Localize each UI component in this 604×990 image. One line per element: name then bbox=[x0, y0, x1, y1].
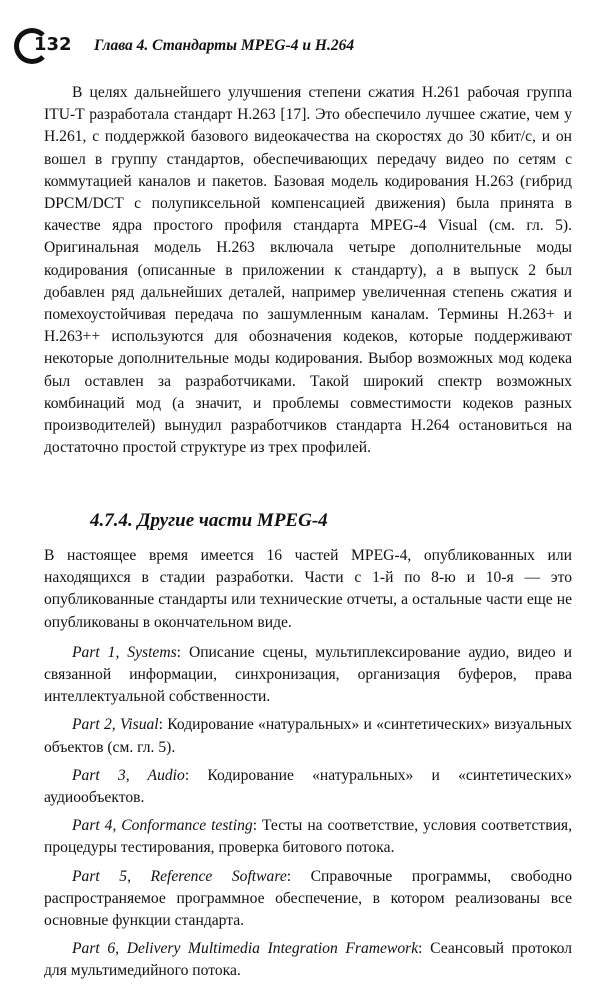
part-entry bbox=[44, 765, 572, 809]
running-header bbox=[14, 28, 574, 68]
part-entry bbox=[44, 866, 572, 933]
part-name: Part 6, Delivery Multimedia Integration Framework bbox=[72, 940, 419, 958]
running-title: Глава 4. Стандарты MPEG-4 и H.264 bbox=[94, 37, 355, 54]
part-name: Part 3, Audio bbox=[72, 766, 185, 784]
part-name: Part 2, Visual bbox=[72, 716, 159, 734]
part-description: : Сеансовый протокол для мультимедийного потока. bbox=[44, 940, 572, 980]
section-intro-paragraph: В настоящее время имеется 16 частей MPEG-4, опубликованных или находящихся в стадии разработки. Части с 1-й по 8-ю и 10-я — это опубликованные стандарты или технические отчеты, а остальные части еще не опубликованы в окончательном виде. bbox=[44, 547, 572, 631]
part-entry bbox=[44, 642, 572, 709]
part-name: Part 4, Conformance testing bbox=[72, 817, 253, 835]
page-number: 132 bbox=[34, 34, 72, 55]
part-description: : Тесты на соответствие, условия соответствия, процедуры тестирования, проверка битового потока. bbox=[44, 817, 572, 857]
section-heading: 4.7.4. Другие части MPEG-4 bbox=[90, 510, 328, 531]
part-entry bbox=[44, 714, 572, 758]
body-text-block bbox=[44, 82, 572, 459]
section-body bbox=[44, 545, 572, 989]
part-description: : Описание сцены, мультиплексирование аудио, видео и связанной информации, синхронизация, организация буферов, права интеллектуальной собственности. bbox=[44, 643, 572, 706]
part-entry bbox=[44, 815, 572, 859]
part-description: : Справочные программы, свободно распространяемое программное обеспечение, в котором реализованы все основные функции стандарта. bbox=[44, 867, 572, 930]
part-name: Part 5, Reference Software bbox=[72, 867, 287, 885]
part-entry bbox=[44, 938, 572, 982]
part-description: : Кодирование «натуральных» и «синтетических» визуальных объектов (см. гл. 5). bbox=[44, 716, 572, 756]
paragraph: В целях дальнейшего улучшения степени сжатия H.261 рабочая группа ITU-T разработала стандарт H.263 [17]. Это обеспечило лучшее сжатие, чем у H.261, с поддержкой базового видеокачества на скоростях до 30 кбит/с, и он вошел в группу стандартов, обеспечивающих передачу видео по сетям с коммутацией каналов и пакетов. Базовая модель кодирования H.263 (гибрид DPCM/DCT с полупиксельной компенсацией движения) была принята в качестве ядра простого профиля стандарта MPEG-4 Visual (см. гл. 5). Оригинальная модель H.263 включала четыре дополнительные моды кодирования (описанные в приложении к стандарту), а в выпуск 2 был добавлен ряд дальнейших деталей, например увеличенная степень сжатия и помехоустойчивая передача по зашумленным каналам. Термины H.263+ и H.263++ используются для обозначения кодеков, которые поддерживают некоторые дополнительные моды кодирования. Выбор возможных мод кодека был оставлен за разработчиками. Такой широкий спектр возможных комбинаций мод (а значит, и проблемы совместимости кодеков разных производителей) вынудил разработчиков стандарта H.264 остановиться на достаточно простой структуре из трех профилей. bbox=[44, 84, 572, 457]
part-name: Part 1, Systems bbox=[72, 643, 177, 661]
part-description: : Кодирование «натуральных» и «синтетических» аудиообъектов. bbox=[44, 766, 572, 807]
